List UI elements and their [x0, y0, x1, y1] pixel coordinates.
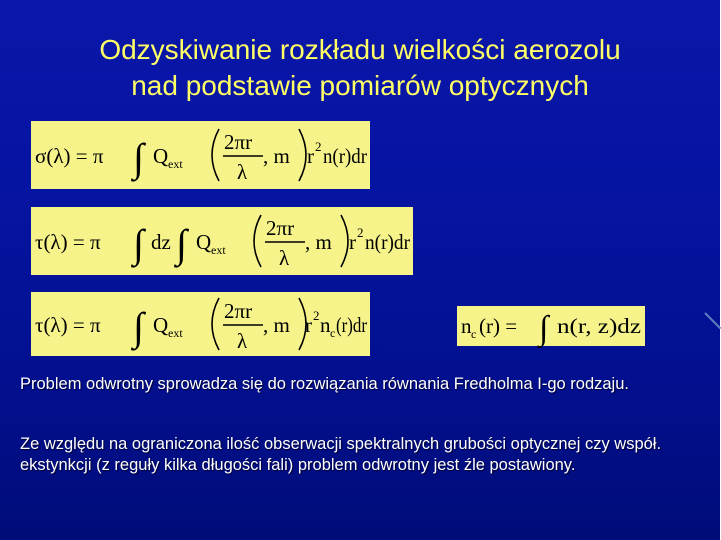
right-paren	[341, 215, 348, 267]
formula-tau-dz-q-sub: ext	[211, 243, 226, 257]
formula-tau-nc-tail-rest: (r)dr	[336, 313, 367, 337]
formula-tau-dz-lhs: τ(λ) = π	[35, 230, 101, 254]
formula-tau-nc	[31, 292, 370, 356]
formula-tau-dz-frac-den: λ	[279, 246, 290, 270]
formula-nc-svg	[457, 306, 645, 346]
formula-tau-nc-tail-n-sub: c	[330, 326, 336, 340]
formula-tau-dz-tail-rest: n(r)dr	[365, 230, 410, 254]
left-paren	[212, 298, 219, 350]
title-line-1: Odzyskiwanie rozkładu wielkości aerozolu	[99, 34, 621, 65]
paragraph-fredholm: Problem odwrotny sprowadza się do rozwiązania równania Fredholma I-go rodzaju.	[20, 375, 629, 393]
formula-tau-nc-frac-den: λ	[237, 329, 248, 353]
integral-sign: ∫	[133, 304, 144, 349]
formula-tau-dz-frac-num: 2πr	[266, 216, 295, 240]
decorative-line	[704, 312, 721, 329]
formula-sigma-tail-rest: n(r)dr	[323, 144, 367, 168]
formula-nc-lhs-sub: c	[471, 327, 477, 341]
formula-tau-dz-tail: r	[349, 230, 356, 254]
formula-sigma-lhs: σ(λ) = π	[35, 144, 104, 168]
formula-tau-dz-after-frac: , m	[305, 230, 332, 254]
integral-sign: ∫	[133, 135, 144, 180]
formula-nc-lhs-n: n	[461, 314, 472, 338]
formula-tau-nc-lhs: τ(λ) = π	[35, 313, 101, 337]
formula-tau-dz-dz: dz	[151, 230, 171, 254]
formula-sigma	[31, 121, 370, 189]
integral-sign-2: ∫	[176, 221, 187, 266]
formula-nc	[457, 306, 645, 346]
left-paren	[254, 215, 261, 267]
formula-tau-nc-tail-sup: 2	[313, 308, 320, 323]
integral-sign: ∫	[539, 310, 549, 347]
formula-nc-lhs-rest: (r) =	[479, 314, 518, 338]
formula-nc-rhs: n(r, z)dz	[557, 314, 641, 338]
paragraph-ill-posed: Ze względu na ograniczona ilość obserwacji spektralnych grubości optycznej czy współ. ekstynkcji (z reguły kilka długości fali) problem odwrotny jest źle postawiony.	[20, 435, 662, 474]
formula-tau-nc-svg	[31, 292, 370, 356]
formula-sigma-frac-den: λ	[237, 160, 248, 184]
formula-sigma-q-sub: ext	[168, 157, 183, 171]
formula-sigma-tail: r	[307, 144, 314, 168]
formula-tau-dz-svg	[31, 207, 413, 275]
formula-sigma-svg	[31, 121, 370, 189]
formula-tau-nc-q-sub: ext	[168, 326, 183, 340]
formula-sigma-frac-num: 2πr	[224, 130, 253, 154]
left-paren	[212, 129, 219, 181]
formula-tau-nc-tail: r	[305, 313, 312, 337]
right-paren	[299, 129, 306, 181]
formula-tau-dz	[31, 207, 413, 275]
formula-tau-nc-frac-num: 2πr	[224, 299, 253, 323]
title-line-2: nad podstawie pomiarów optycznych	[131, 70, 589, 101]
formula-tau-nc-after-frac: , m	[263, 313, 290, 337]
formula-sigma-q: Q	[153, 144, 169, 168]
formula-sigma-tail-sup: 2	[315, 139, 322, 154]
slide-title	[40, 32, 680, 104]
formula-tau-nc-tail-n: n	[320, 313, 331, 337]
formula-sigma-after-frac: , m	[263, 144, 290, 168]
formula-tau-dz-q: Q	[196, 230, 212, 254]
formula-tau-nc-q: Q	[153, 313, 169, 337]
formula-tau-dz-tail-sup: 2	[357, 225, 364, 240]
integral-sign: ∫	[133, 221, 144, 266]
